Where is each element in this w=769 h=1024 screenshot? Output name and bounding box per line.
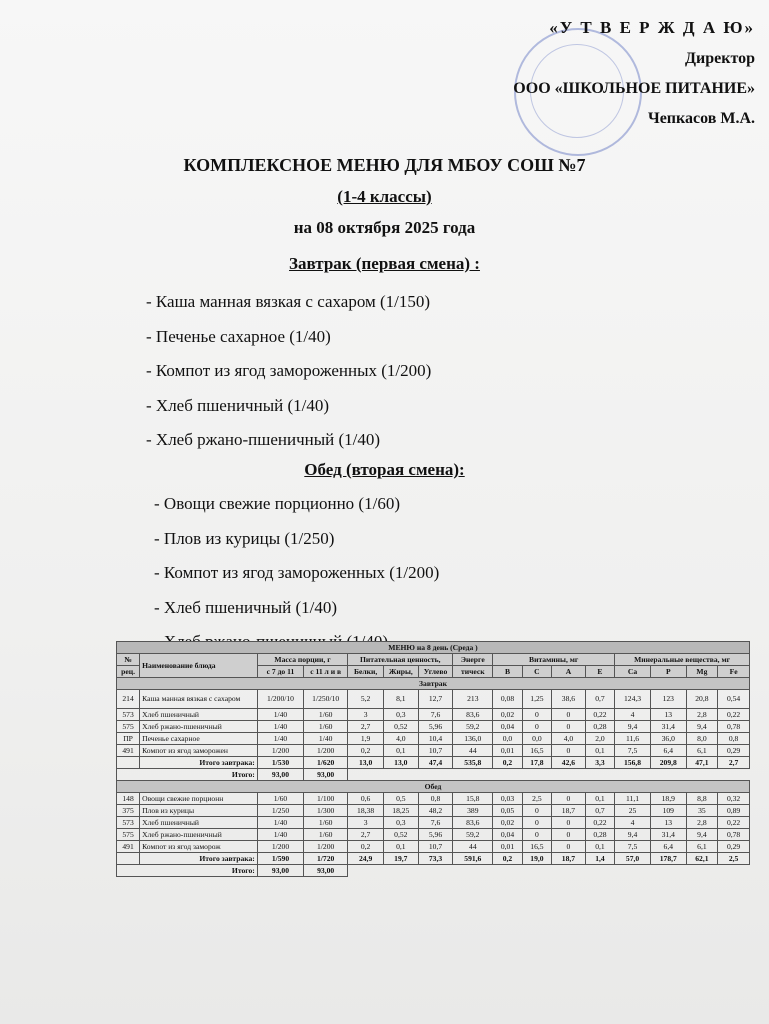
table-cell: 93,00 (304, 769, 348, 781)
table-cell: 42,6 (552, 757, 586, 769)
col-header-mass: Масса порции, г (257, 654, 347, 666)
dish-name-cell: Компот из ягод заморож (140, 841, 258, 853)
table-cell: 0,7 (585, 690, 614, 709)
table-cell: 9,4 (615, 721, 651, 733)
table-cell: 8,8 (686, 793, 718, 805)
table-cell: 18,38 (348, 805, 384, 817)
table-cell: 7,5 (615, 841, 651, 853)
table-cell: 1/200 (257, 841, 303, 853)
table-cell: 6,1 (686, 841, 718, 853)
col-header-carbs: Углево (418, 666, 453, 678)
table-cell: 491 (117, 841, 140, 853)
table-cell: 109 (650, 805, 686, 817)
table-cell: 0 (552, 841, 586, 853)
table-cell: 0 (522, 817, 551, 829)
table-cell: 47,4 (418, 757, 453, 769)
table-cell: 9,4 (686, 721, 718, 733)
table-cell: 4 (615, 709, 651, 721)
table-cell: 0,03 (493, 793, 522, 805)
table-cell: 1/250 (257, 805, 303, 817)
table-cell: 0,2 (493, 853, 522, 865)
table-cell: 124,3 (615, 690, 651, 709)
approval-position: Директор (685, 50, 755, 67)
table-cell: 8,0 (686, 733, 718, 745)
col-header-nutrition: Питательная ценность, (348, 654, 453, 666)
dish-name-cell: Хлеб пшеничный (140, 817, 258, 829)
table-row (117, 793, 750, 805)
col-header-b: B (493, 666, 522, 678)
table-cell: 83,6 (453, 709, 493, 721)
table-cell: 4 (615, 817, 651, 829)
table-cell: 136,0 (453, 733, 493, 745)
table-cell: 0,2 (348, 745, 384, 757)
col-header-e: E (585, 666, 614, 678)
table-cell: 1/530 (257, 757, 303, 769)
table-cell: 9,4 (615, 829, 651, 841)
table-cell: 1/40 (257, 709, 303, 721)
table-cell: 1/200/10 (257, 690, 303, 709)
section-label: Обед (117, 781, 750, 793)
table-cell: 1/720 (304, 853, 348, 865)
col-header-ca: Ca (615, 666, 651, 678)
table-cell: 73,3 (418, 853, 453, 865)
table-cell: 0,28 (585, 721, 614, 733)
table-cell: 0,0 (493, 733, 522, 745)
table-cell: 0,2 (493, 757, 522, 769)
table-cell: 1,4 (585, 853, 614, 865)
table-cell: 0,08 (493, 690, 522, 709)
col-header-num2: рец. (117, 666, 140, 678)
table-cell: 0 (552, 817, 586, 829)
table-cell: 47,1 (686, 757, 718, 769)
table-cell: 18,7 (552, 805, 586, 817)
dish-name-cell: Хлеб ржано-пшеничный (140, 829, 258, 841)
dish-name-cell: Хлеб пшеничный (140, 709, 258, 721)
grades-subtitle: (1-4 классы) (337, 187, 432, 206)
table-cell: 19,7 (383, 853, 418, 865)
col-header-name: Наименование блюда (140, 654, 258, 678)
table-cell: 93,00 (304, 865, 348, 877)
table-cell: 0,3 (383, 709, 418, 721)
nutrition-table (116, 641, 750, 877)
table-row (117, 829, 750, 841)
dish-name-cell: Компот из ягод заморожен (140, 745, 258, 757)
table-cell: 11,6 (615, 733, 651, 745)
table-cell: 5,96 (418, 829, 453, 841)
table-cell: 0,8 (418, 793, 453, 805)
table-row (117, 690, 750, 709)
table-cell: 2,8 (686, 709, 718, 721)
menu-table-wrapper (116, 641, 750, 877)
table-cell: 1/60 (304, 817, 348, 829)
table-cell: 0 (552, 721, 586, 733)
table-cell: 7,6 (418, 817, 453, 829)
table-cell: 59,2 (453, 829, 493, 841)
breakfast-heading: Завтрак (первая смена) : (289, 254, 480, 273)
table-cell: 15,8 (453, 793, 493, 805)
table-cell: 16,5 (522, 841, 551, 853)
table-cell: 0,1 (585, 745, 614, 757)
table-cell: 0,8 (718, 733, 750, 745)
table-cell: 2,5 (522, 793, 551, 805)
dish-name-cell: Плов из курицы (140, 805, 258, 817)
table-cell: 20,8 (686, 690, 718, 709)
table-cell: 0,54 (718, 690, 750, 709)
table-row (117, 817, 750, 829)
table-cell: 44 (453, 745, 493, 757)
table-cell: 1/40 (257, 733, 303, 745)
table-cell: 7,5 (615, 745, 651, 757)
list-item: - Овощи свежие порционно (1/60) (154, 494, 400, 513)
table-cell: 156,8 (615, 757, 651, 769)
list-item: - Компот из ягод замороженных (1/200) (154, 563, 440, 582)
table-row (117, 841, 750, 853)
table-cell: 57,0 (615, 853, 651, 865)
table-cell: 0,1 (585, 841, 614, 853)
table-cell: 0 (552, 709, 586, 721)
section-label: Завтрак (117, 678, 750, 690)
table-cell: 12,7 (418, 690, 453, 709)
list-item: - Хлеб пшеничный (1/40) (146, 395, 330, 415)
table-cell: 18,7 (552, 853, 586, 865)
col-header-p: P (650, 666, 686, 678)
table-cell: 535,8 (453, 757, 493, 769)
table-cell: 19,0 (522, 853, 551, 865)
table-cell: 38,6 (552, 690, 586, 709)
table-cell (348, 769, 750, 781)
table-cell: 1/60 (304, 709, 348, 721)
table-cell: 31,4 (650, 721, 686, 733)
col-header-fat: Жиры, (383, 666, 418, 678)
table-row (117, 745, 750, 757)
table-cell: 591,6 (453, 853, 493, 865)
table-cell: 573 (117, 817, 140, 829)
table-caption: МЕНЮ на 8 день (Среда ) (117, 642, 750, 654)
table-cell: 0,22 (585, 709, 614, 721)
menu-date: на 08 октября 2025 года (293, 218, 476, 237)
approval-heading: «У Т В Е Р Ж Д А Ю» (549, 18, 755, 37)
table-cell: 10,4 (418, 733, 453, 745)
table-cell (117, 757, 140, 769)
table-cell: 3,3 (585, 757, 614, 769)
table-cell: 0 (522, 709, 551, 721)
table-cell: 17,8 (522, 757, 551, 769)
table-cell: 93,00 (257, 769, 303, 781)
table-cell: 7,6 (418, 709, 453, 721)
table-cell: 1/40 (257, 829, 303, 841)
dish-name-cell: Овощи свежие порционн (140, 793, 258, 805)
table-cell: 0,22 (718, 709, 750, 721)
table-cell: 35 (686, 805, 718, 817)
breakfast-list (146, 292, 431, 465)
col-header-a: A (552, 666, 586, 678)
table-cell: 1/250/10 (304, 690, 348, 709)
table-row (117, 721, 750, 733)
grand-total-label: Итого: (117, 865, 258, 877)
table-cell: 0,02 (493, 817, 522, 829)
table-cell: 1/590 (257, 853, 303, 865)
table-cell: 4,0 (552, 733, 586, 745)
grand-total-label: Итого: (117, 769, 258, 781)
table-cell: 0,7 (585, 805, 614, 817)
dish-name-cell: Каша манная вязкая с сахаром (140, 690, 258, 709)
approval-organization: ООО «ШКОЛЬНОЕ ПИТАНИЕ» (513, 80, 755, 97)
table-cell: 3 (348, 817, 384, 829)
table-cell: 13,0 (383, 757, 418, 769)
table-cell: 0,01 (493, 745, 522, 757)
col-header-mass-a: с 7 до 11 (257, 666, 303, 678)
table-cell: 214 (117, 690, 140, 709)
table-cell: 0,29 (718, 745, 750, 757)
table-cell: ПР (117, 733, 140, 745)
table-cell: 1/200 (304, 745, 348, 757)
table-cell: 6,4 (650, 745, 686, 757)
table-cell: 0,5 (383, 793, 418, 805)
table-cell: 389 (453, 805, 493, 817)
table-cell: 0 (552, 745, 586, 757)
col-header-vitamins: Витамины, мг (493, 654, 615, 666)
table-cell: 31,4 (650, 829, 686, 841)
list-item: - Компот из ягод замороженных (1/200) (146, 361, 432, 380)
table-cell: 1,9 (348, 733, 384, 745)
table-cell: 0,04 (493, 829, 522, 841)
table-row (117, 733, 750, 745)
table-cell: 0,78 (718, 829, 750, 841)
table-cell: 48,2 (418, 805, 453, 817)
list-item: - Хлеб пшеничный (1/40) (154, 597, 338, 617)
col-header-c: C (522, 666, 551, 678)
table-cell: 11,1 (615, 793, 651, 805)
table-cell: 0,1 (585, 793, 614, 805)
table-cell: 6,4 (650, 841, 686, 853)
table-cell: 0 (552, 829, 586, 841)
table-cell: 36,0 (650, 733, 686, 745)
table-cell: 62,1 (686, 853, 718, 865)
col-header-energy: Энерге (453, 654, 493, 666)
table-cell: 44 (453, 841, 493, 853)
table-cell: 2,5 (718, 853, 750, 865)
table-cell: 0 (522, 721, 551, 733)
list-item: - Каша манная вязкая с сахаром (1/150) (146, 292, 431, 311)
table-cell: 1/100 (304, 793, 348, 805)
table-cell: 0,89 (718, 805, 750, 817)
total-label: Итого завтрака: (140, 757, 258, 769)
table-body (117, 678, 750, 877)
table-cell: 0,2 (348, 841, 384, 853)
table-cell: 1/60 (257, 793, 303, 805)
table-cell: 83,6 (453, 817, 493, 829)
table-cell: 0,32 (718, 793, 750, 805)
table-cell: 5,96 (418, 721, 453, 733)
table-cell: 18,9 (650, 793, 686, 805)
list-item: - Плов из курицы (1/250) (154, 528, 335, 548)
dish-name-cell: Печенье сахарное (140, 733, 258, 745)
table-cell: 0 (522, 805, 551, 817)
col-header-minerals: Минеральные вещества, мг (615, 654, 750, 666)
table-cell: 1/200 (257, 745, 303, 757)
table-cell: 575 (117, 721, 140, 733)
list-item: - Хлеб ржано-пшеничный (1/40) (146, 430, 381, 449)
table-cell: 1/40 (257, 817, 303, 829)
table-cell: 0,52 (383, 829, 418, 841)
table-cell: 0,78 (718, 721, 750, 733)
table-cell: 10,7 (418, 745, 453, 757)
table-cell: 13,0 (348, 757, 384, 769)
table-cell: 1/40 (304, 733, 348, 745)
col-header-energy2: тическ (453, 666, 493, 678)
table-cell: 0,02 (493, 709, 522, 721)
table-cell: 123 (650, 690, 686, 709)
table-cell: 8,1 (383, 690, 418, 709)
table-cell: 178,7 (650, 853, 686, 865)
table-cell: 0,28 (585, 829, 614, 841)
table-cell: 4,0 (383, 733, 418, 745)
table-cell: 2,0 (585, 733, 614, 745)
grand-total-row (117, 769, 750, 781)
table-cell: 5,2 (348, 690, 384, 709)
approval-signatory: Чепкасов М.А. (647, 110, 755, 127)
table-cell: 148 (117, 793, 140, 805)
table-cell: 0 (522, 829, 551, 841)
dish-name-cell: Хлеб ржано-пшеничный (140, 721, 258, 733)
table-cell: 24,9 (348, 853, 384, 865)
col-header-protein: Белки, (348, 666, 384, 678)
table-cell: 9,4 (686, 829, 718, 841)
table-cell: 2,7 (348, 721, 384, 733)
table-cell: 6,1 (686, 745, 718, 757)
list-item: - Печенье сахарное (1/40) (146, 326, 331, 346)
table-cell: 1,25 (522, 690, 551, 709)
col-header-mg: Mg (686, 666, 718, 678)
col-header-mass-b: с 11 л и в (304, 666, 348, 678)
table-cell: 209,8 (650, 757, 686, 769)
col-header-fe: Fe (718, 666, 750, 678)
document-title: КОМПЛЕКСНОЕ МЕНЮ ДЛЯ МБОУ СОШ №7 (183, 155, 586, 175)
grand-total-row (117, 865, 750, 877)
table-cell: 1/60 (304, 829, 348, 841)
table-cell: 0,22 (585, 817, 614, 829)
table-cell: 10,7 (418, 841, 453, 853)
total-label: Итого завтрака: (140, 853, 258, 865)
table-cell: 0 (552, 793, 586, 805)
table-cell: 25 (615, 805, 651, 817)
table-cell: 16,5 (522, 745, 551, 757)
table-cell: 0,0 (522, 733, 551, 745)
table-cell: 0,01 (493, 841, 522, 853)
table-cell: 1/60 (304, 721, 348, 733)
table-cell: 13 (650, 817, 686, 829)
approval-block (513, 18, 755, 128)
table-cell: 0,1 (383, 841, 418, 853)
table-caption-row (117, 642, 750, 654)
table-cell: 0,1 (383, 745, 418, 757)
table-cell: 0,3 (383, 817, 418, 829)
table-cell: 2,7 (348, 829, 384, 841)
table-cell: 93,00 (257, 865, 303, 877)
table-cell: 0,52 (383, 721, 418, 733)
total-row (117, 757, 750, 769)
table-cell: 1/300 (304, 805, 348, 817)
table-cell: 0,6 (348, 793, 384, 805)
table-cell: 375 (117, 805, 140, 817)
table-cell: 0,29 (718, 841, 750, 853)
table-cell: 1/40 (257, 721, 303, 733)
table-cell: 0,05 (493, 805, 522, 817)
table-cell: 3 (348, 709, 384, 721)
table-cell: 491 (117, 745, 140, 757)
table-cell: 0,04 (493, 721, 522, 733)
section-row-lunch (117, 781, 750, 793)
table-cell: 2,8 (686, 817, 718, 829)
total-row (117, 853, 750, 865)
table-cell (117, 853, 140, 865)
table-cell: 575 (117, 829, 140, 841)
table-cell: 2,7 (718, 757, 750, 769)
section-row-breakfast (117, 678, 750, 690)
table-header-row (117, 654, 750, 666)
table-cell: 18,25 (383, 805, 418, 817)
table-cell: 213 (453, 690, 493, 709)
table-row (117, 805, 750, 817)
table-cell: 13 (650, 709, 686, 721)
lunch-heading: Обед (вторая смена): (304, 460, 465, 479)
table-cell: 573 (117, 709, 140, 721)
table-cell: 1/620 (304, 757, 348, 769)
table-cell: 0,22 (718, 817, 750, 829)
table-cell (348, 865, 750, 877)
table-row (117, 709, 750, 721)
table-cell: 1/200 (304, 841, 348, 853)
col-header-num: № (117, 654, 140, 666)
table-cell: 59,2 (453, 721, 493, 733)
